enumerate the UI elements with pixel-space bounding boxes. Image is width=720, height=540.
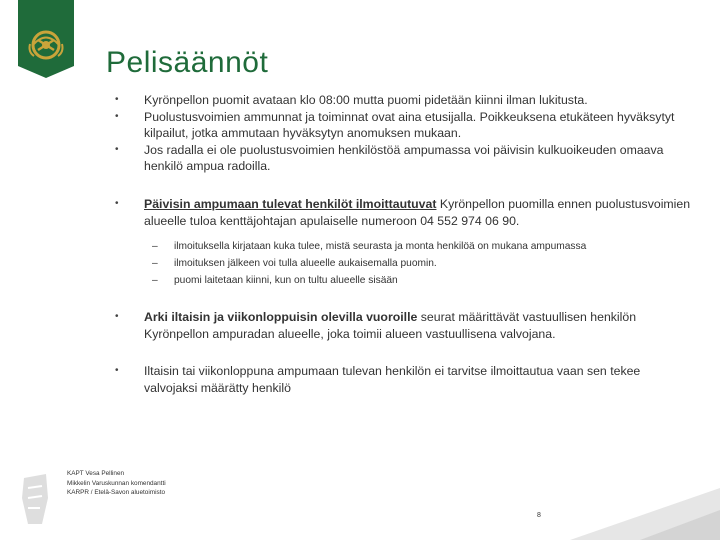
bullet-text: Kyrönpellon puomilla ennen puolustusvoimien alueelle tuloa kenttäjohtajan apulaiselle numeroon 04 552 974 06 90. xyxy=(144,196,691,228)
sub-list xyxy=(112,238,692,289)
bullet-text: seurat määrittävät vastuullisen henkilön Kyrönpellon ampuradan alueelle, joka toimii alueen vastuullisena valvojana. xyxy=(144,310,637,341)
dash-marker: – xyxy=(152,275,158,287)
rules-list xyxy=(112,92,692,397)
dash-marker: – xyxy=(152,258,158,270)
bullet-text: Kyrönpellon puomit avataan klo 08:00 mutta puomi pidetään kiinni ilman lukitusta. xyxy=(144,93,588,107)
list-item xyxy=(112,92,692,109)
list-item xyxy=(112,109,692,142)
page-title: Pelisäännöt xyxy=(106,46,269,79)
sub-list-item xyxy=(112,272,692,289)
bullet-marker: • xyxy=(115,94,119,105)
bullet-lead-text: Päivisin ampumaan tulevat henkilöt ilmoittautuvat xyxy=(144,196,437,211)
sub-item-text: puomi laitetaan kiinni, kun on tultu alueelle sisään xyxy=(174,275,398,287)
sub-list-item xyxy=(112,255,692,272)
footer-line: KARPR / Etelä-Savon aluetoimisto xyxy=(67,489,166,497)
bullet-marker: • xyxy=(115,143,119,155)
bullet-text: Iltaisin tai viikonloppuna ampumaan tulevan henkilön ei tarvitse ilmoittautua vaan sen tekee valvojaksi määrätty henkilö xyxy=(144,364,641,395)
bullet-marker: • xyxy=(115,311,119,323)
lion-watermark-icon xyxy=(20,468,50,528)
bullet-marker: • xyxy=(115,197,119,209)
footer-line: KAPT Vesa Pellinen xyxy=(67,470,125,477)
page-number: 8 xyxy=(537,512,541,519)
bullet-text: Puolustusvoimien ammunnat ja toiminnat ovat aina etusijalla. Poikkeuksena etukäteen hyväksytyt kilpailut, jotka ammutaan hyväksytyn anomuksen mukaan. xyxy=(144,109,675,141)
footer-signature xyxy=(67,469,166,498)
sub-item-text: ilmoituksen jälkeen voi tulla alueelle aukaisemalla puomin. xyxy=(174,258,437,270)
dash-marker: – xyxy=(152,241,158,253)
list-item xyxy=(112,142,692,175)
list-item xyxy=(112,309,692,342)
list-item xyxy=(112,363,692,396)
bullet-marker: • xyxy=(115,365,119,377)
bullet-marker: • xyxy=(115,110,119,122)
sub-list-item xyxy=(112,238,692,255)
bullet-lead-text: Arki iltaisin ja viikonloppuisin olevilla vuoroille xyxy=(144,310,418,325)
footer-line: Mikkelin Varuskunnan komendantti xyxy=(67,479,166,487)
bullet-text: Jos radalla ei ole puolustusvoimien henkilöstöä ampumassa voi päivisin kulkuoikeuden omaava henkilö ampua radoilla. xyxy=(144,142,664,174)
regiment-emblem-icon xyxy=(18,0,74,78)
sub-item-text: ilmoituksella kirjataan kuka tulee, mistä seurasta ja monta henkilöä on mukana ampumassa xyxy=(174,241,587,253)
list-item xyxy=(112,196,692,229)
corner-decoration-icon xyxy=(550,480,720,540)
